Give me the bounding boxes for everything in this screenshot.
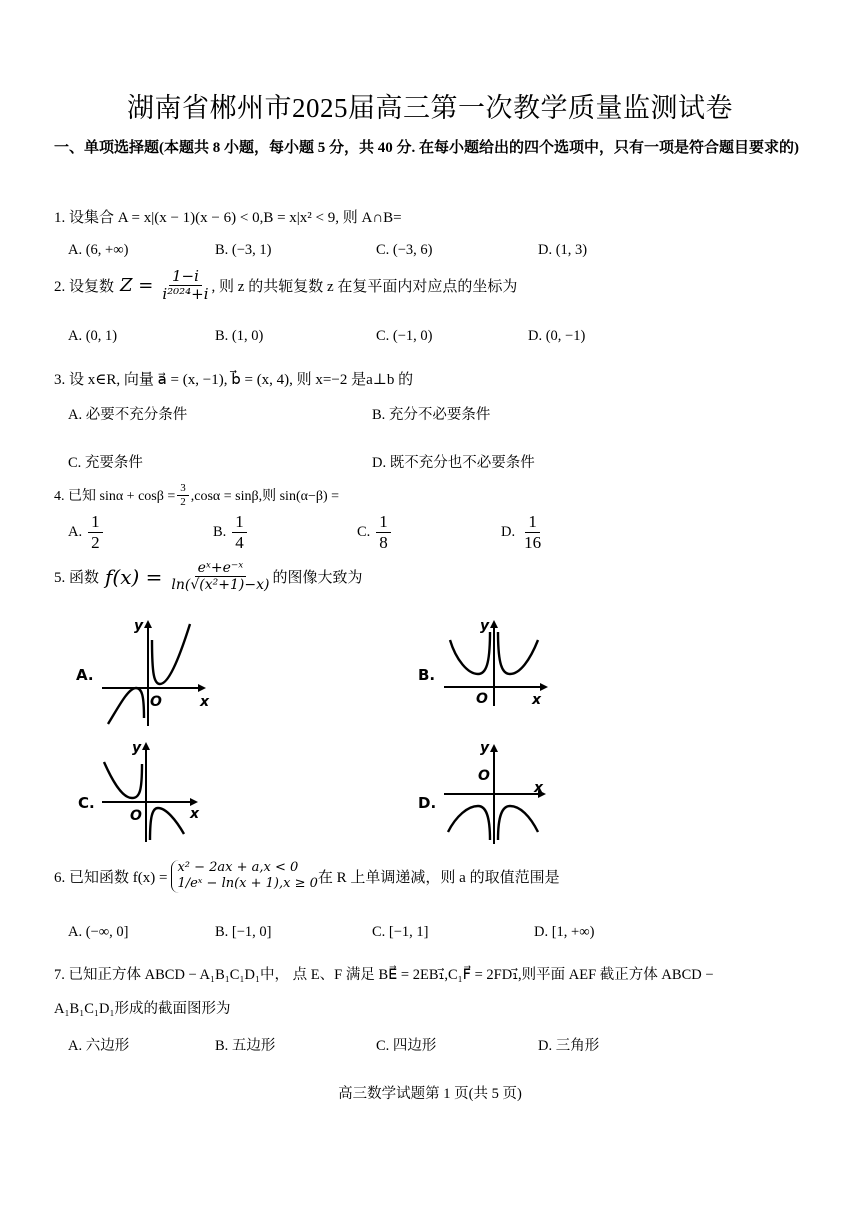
q4-option-a [68,512,103,552]
graph-option-c [74,736,214,846]
graph-b-y-label: y [480,618,490,634]
q5-numerator: eˣ+e⁻ˣ [195,560,247,577]
q6-case-2: 1/eˣ − ln(x + 1),x ≥ 0 [177,876,318,892]
graph-a-curve-left [108,688,144,724]
q4-option-d [501,512,544,552]
q4-option-b-fraction [232,512,247,552]
q1-option-d: D. (1, 3) [538,242,588,258]
q1-option-a: A. (6, +∞) [68,242,129,258]
question-2-stem [54,268,517,304]
question-5-stem [54,560,362,593]
graph-b-x-label: x [532,692,542,708]
q7-option-d: D. 三角形 [538,1038,600,1054]
q4-option-b-letter: B. [213,523,227,540]
q2-fraction [159,268,211,304]
graph-a-x-arrow [198,684,206,692]
q4-option-b-num: 1 [232,512,247,533]
q6-piecewise [171,860,317,893]
q2-option-d: D. (0, −1) [528,328,586,344]
graph-c-curve-right [150,808,184,840]
graph-d-x-label: x [534,780,544,796]
graph-d-y-label: y [480,740,490,756]
q4-option-c-letter: C. [357,523,371,540]
graph-option-b [414,614,554,710]
section-heading: 一、单项选择题(本题共 8 小题，每小题 5 分，共 40 分. 在每小题给出的四个选项中，只有一项是符合题目要求的) [54,140,799,156]
q2-option-a: A. (0, 1) [68,328,118,344]
graph-c-x-label: x [190,806,200,822]
graph-b-x-arrow [540,683,548,691]
q4-option-a-letter: A. [68,523,83,540]
graph-c-curve-left [104,762,142,798]
q4-suffix: ,cosα = sinβ,则 sin(α−β) = [190,489,340,505]
graph-option-a [72,612,212,730]
q4-option-c-den: 8 [379,532,388,552]
question-6-stem [54,860,560,893]
q3-option-d: D. 既不充分也不必要条件 [372,455,535,471]
q4-option-b [213,512,247,552]
q2-suffix: , 则 z 的共轭复数 z 在复平面内对应点的坐标为 [211,279,518,296]
q2-numerator: 1−i [169,268,202,286]
q4-option-c [357,512,391,552]
graph-b-label: B. [418,666,436,684]
q4-option-c-fraction [376,512,391,552]
question-7-line-2: A₁B₁C₁D₁形成的截面图形为 [54,1001,231,1017]
graph-d-y-arrow [490,744,498,752]
graph-a-curve-right [152,624,190,684]
q6-option-c: C. [−1, 1] [372,924,429,940]
q6-option-d: D. [1, +∞) [534,924,595,940]
q4-denominator: 2 [180,495,186,508]
q4-fraction [177,482,189,508]
q3-option-b: B. 充分不必要条件 [372,407,491,423]
graph-a-y-label: y [134,618,144,634]
q4-option-d-den: 16 [524,532,542,552]
graph-d-label: D. [418,794,437,812]
graph-c-x-arrow [190,798,198,806]
q4-option-d-fraction [521,512,544,552]
graph-c-origin: O [130,808,142,824]
q2-option-c: C. (−1, 0) [376,328,433,344]
q7-option-a: A. 六边形 [68,1038,130,1054]
q6-suffix: 在 R 上单调递减，则 a 的取值范围是 [317,869,560,886]
graph-a-origin: O [150,694,162,710]
graph-b-curve-left [450,632,490,674]
q5-f: f(x) = [105,564,163,589]
q3-option-c: C. 充要条件 [68,455,143,471]
page-title: 湖南省郴州市2025届高三第一次教学质量监测试卷 [127,93,733,123]
q4-option-a-fraction [88,512,103,552]
q3-option-a: A. 必要不充分条件 [68,407,188,423]
q4-option-d-num: 1 [525,512,540,533]
q4-numerator: 3 [177,482,189,496]
q5-denominator: ln(√(x²+1)−x) [171,577,270,594]
question-7-line-1: 7. 已知正方体 ABCD − A₁B₁C₁D₁中， 点 E、F 满足 BE⃗ = 2EB₁⃗,C₁F⃗ = 2FD₁⃗,则平面 AEF 截正方体 ABCD − [54,967,714,983]
q6-option-a: A. (−∞, 0] [68,924,129,940]
graph-option-d [414,736,554,848]
graph-c-y-label: y [132,740,142,756]
q4-option-d-letter: D. [501,523,516,540]
page-footer: 高三数学试题第 1 页(共 5 页) [338,1086,522,1102]
q1-option-c: C. (−3, 6) [376,242,433,258]
q4-prefix: 4. 已知 sinα + cosβ = [54,489,176,505]
question-1-stem: 1. 设集合 A = x|(x − 1)(x − 6) < 0,B = x|x² < 9, 则 A∩B= [54,210,402,226]
q4-option-c-num: 1 [376,512,391,533]
q5-suffix: 的图像大致为 [272,570,363,587]
q7-option-b: B. 五边形 [215,1038,276,1054]
graph-d-curve-right [498,806,538,840]
graph-b-y-arrow [490,620,498,628]
graph-a-label: A. [76,666,94,684]
q2-option-b: B. (1, 0) [215,328,264,344]
q2-prefix: 2. 设复数 [54,279,115,296]
q4-option-b-den: 4 [235,532,244,552]
graph-b-curve-right [498,632,538,674]
question-3-stem: 3. 设 x∈R, 向量 a⃗ = (x, −1), b⃗ = (x, 4), 则 x=−2 是a⊥b 的 [54,372,414,388]
q6-prefix: 6. 已知函数 f(x) = [54,869,168,886]
graph-a-x-label: x [200,694,210,710]
q6-option-b: B. [−1, 0] [215,924,272,940]
graph-c-label: C. [78,794,95,812]
graph-a-y-arrow [144,620,152,628]
q6-case-1: x² − 2ax + a,x < 0 [177,860,299,875]
q4-option-a-num: 1 [88,512,103,533]
q4-option-a-den: 2 [91,532,100,552]
q1-option-b: B. (−3, 1) [215,242,272,258]
graph-c-y-arrow [142,742,150,750]
q2-denominator: i²⁰²⁴+i [162,285,209,304]
graph-b-origin: O [476,691,488,707]
q7-option-c: C. 四边形 [376,1038,437,1054]
graph-d-origin: O [478,768,490,784]
q5-prefix: 5. 函数 [54,570,100,587]
q5-fraction [168,560,272,593]
q2-z: Z = [120,275,154,297]
graph-d-curve-left [448,806,490,840]
question-4-stem [54,482,339,508]
